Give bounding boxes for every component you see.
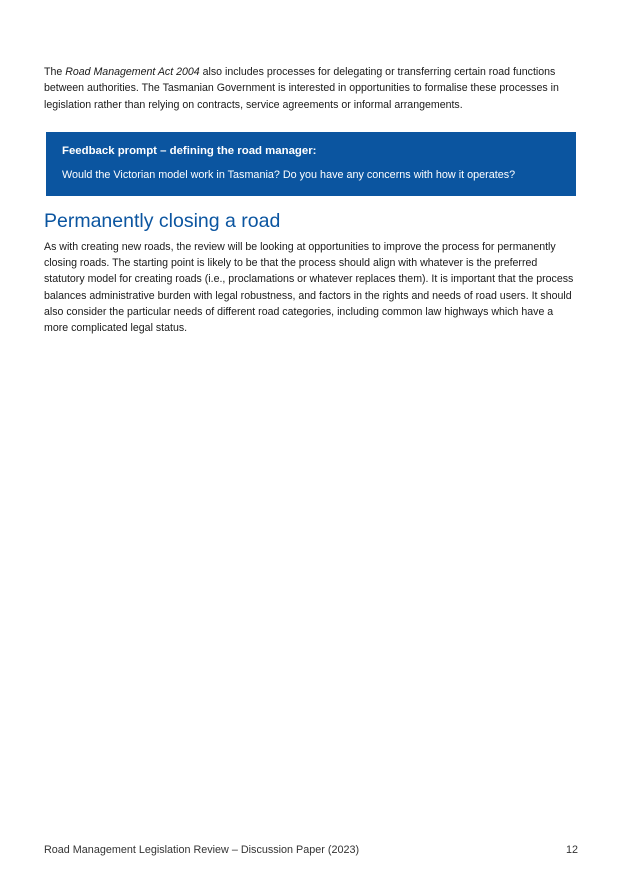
page-number: 12 bbox=[565, 844, 578, 856]
section-body-paragraph: As with creating new roads, the review will be looking at opportunities to improve the process for permanently closing roads. The starting point is likely to be that the process should align with whatever is the preferred statutory model for creating roads (i.e., proclamations or whatever replaces them). It is important that the process balances administrative burden with legal robustness, and factors in the rights and needs of road users. It should also consider the particular needs of different road categories, including common law highways which have a more complicated legal status. bbox=[44, 240, 574, 335]
feedback-prompt-box bbox=[46, 132, 576, 196]
feedback-prompt-question: Would the Victorian model work in Tasmania? Do you have any concerns with how it operates? bbox=[62, 168, 516, 181]
act-name: Road Management Act 2004 bbox=[65, 66, 200, 78]
footer-title: Road Management Legislation Review – Discussion Paper (2023) bbox=[44, 844, 360, 856]
intro-prefix: The bbox=[44, 66, 66, 78]
intro-paragraph bbox=[44, 64, 578, 113]
section-heading: Permanently closing a road bbox=[44, 209, 281, 232]
document-page bbox=[44, 64, 578, 337]
intro-text: also includes processes for delegating or transferring certain road functions between authorities. The Tasmanian Government is interested in opportunities to formalise these processes in legislation rather than relying on contracts, service agreements or informal arrangements. bbox=[44, 66, 559, 111]
feedback-prompt-title: Feedback prompt – defining the road manager: bbox=[62, 144, 317, 157]
